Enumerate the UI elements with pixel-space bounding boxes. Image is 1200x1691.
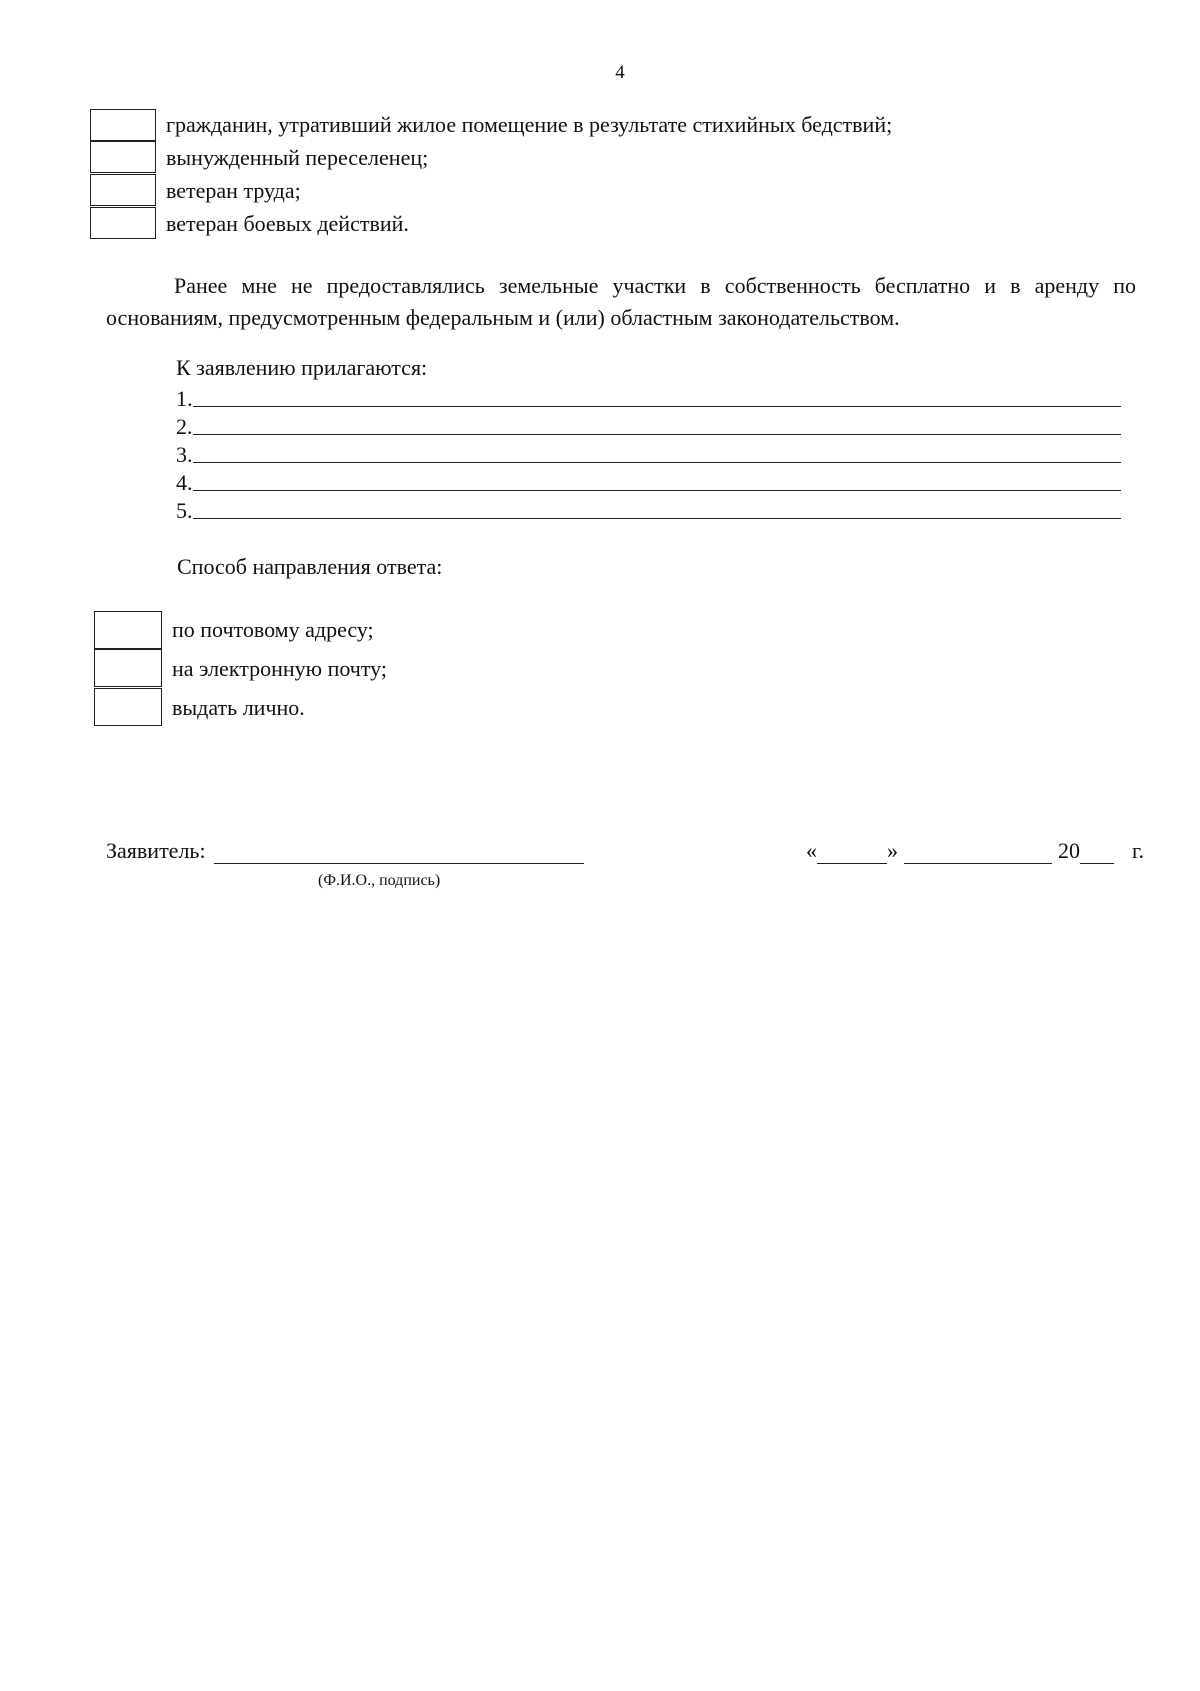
benefit-option — [90, 108, 892, 141]
year-prefix: 20 — [1058, 838, 1080, 863]
benefit-option — [90, 141, 892, 174]
year-suffix: г. — [1132, 838, 1145, 863]
date-field — [806, 838, 1144, 864]
attachment-line — [176, 412, 1121, 440]
applicant-signature — [106, 838, 584, 864]
attachment-number: 3. — [176, 442, 193, 467]
attachment-number: 2. — [176, 414, 193, 439]
benefit-label: ветеран труда; — [166, 177, 301, 203]
reply-label: на электронную почту; — [172, 655, 388, 681]
date-close-quote: » — [887, 838, 898, 863]
benefit-checkbox[interactable] — [90, 109, 156, 141]
benefit-label: вынужденный переселенец; — [166, 144, 429, 170]
attachment-line — [176, 468, 1121, 496]
benefit-label: гражданин, утративший жилое помещение в результате стихийных бедствий; — [166, 111, 893, 137]
date-open-quote: « — [806, 838, 817, 863]
reply-option — [94, 688, 387, 727]
attachment-line — [176, 496, 1121, 524]
benefit-checkbox[interactable] — [90, 174, 156, 206]
reply-option — [94, 610, 387, 649]
benefit-category-list — [90, 108, 892, 240]
attachment-line — [176, 384, 1121, 412]
statement-text: Ранее мне не предоставлялись земельные участки в собственность бесплатно и в аренду по основаниям, предусмотренным федеральным и (или) областным законодательством. — [106, 273, 1136, 330]
attachment-blank[interactable] — [193, 414, 1122, 435]
reply-method-title: Способ направления ответа: — [177, 554, 443, 579]
year-blank[interactable] — [1080, 841, 1114, 864]
attachment-number: 1. — [176, 386, 193, 411]
attachment-blank[interactable] — [193, 470, 1122, 491]
attachments-title: К заявлению прилагаются: — [176, 355, 428, 380]
reply-checkbox[interactable] — [94, 611, 162, 649]
reply-checkbox[interactable] — [94, 688, 162, 726]
attachment-line — [176, 440, 1121, 468]
attachment-number: 4. — [176, 470, 193, 495]
reply-label: по почтовому адресу; — [172, 616, 374, 642]
attachment-blank[interactable] — [193, 498, 1122, 519]
reply-method-list — [94, 610, 387, 727]
attachment-blank[interactable] — [193, 442, 1122, 463]
benefit-option — [90, 174, 892, 207]
signature-caption: (Ф.И.О., подпись) — [318, 872, 441, 889]
reply-label: выдать лично. — [172, 694, 305, 720]
reply-option — [94, 649, 387, 688]
benefit-checkbox[interactable] — [90, 207, 156, 239]
day-blank[interactable] — [817, 841, 887, 864]
benefit-option — [90, 207, 892, 240]
benefit-checkbox[interactable] — [90, 141, 156, 173]
reply-checkbox[interactable] — [94, 649, 162, 687]
attachment-number: 5. — [176, 498, 193, 523]
benefit-label: ветеран боевых действий. — [166, 210, 409, 236]
signature-blank[interactable] — [214, 839, 584, 864]
applicant-label: Заявитель: — [106, 838, 206, 863]
page-number: 4 — [615, 62, 625, 83]
statement-paragraph — [106, 270, 1136, 334]
attachments-list — [176, 384, 1121, 524]
attachment-blank[interactable] — [193, 386, 1122, 407]
month-blank[interactable] — [904, 841, 1052, 864]
